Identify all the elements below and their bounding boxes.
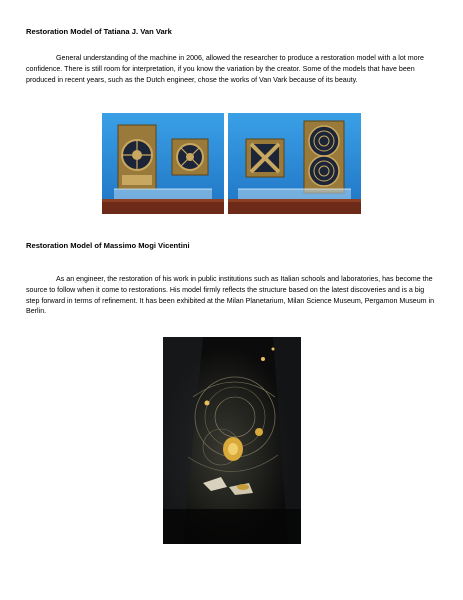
model-photo-left: [102, 113, 224, 214]
exhibit-photo: [163, 337, 301, 544]
exhibit-photo-image: [163, 337, 301, 544]
section-heading-van-vark: Restoration Model of Tatiana J. Van Vark: [26, 27, 172, 36]
model-photo-right: [228, 113, 361, 214]
paragraph-vicentini: As an engineer, the restoration of his work in public institutions such as Italian schools and laboratories, has become the source to follow when it come to restorations. His model firmly reflects the structure based on the latest discoveries and is a big step forward in terms of refinement. It has been exhibited at the Milan Planetarium, Milan Science Museum, Pergamon Museum in Berlin.: [26, 275, 435, 316]
model-photo-right-image: [228, 113, 361, 214]
model-photo-left-image: [102, 113, 224, 214]
paragraph-van-vark: General understanding of the machine in 2006, allowed the researcher to produce a restoration model with a lot more confidence. There is still room for interpretation, if you know the variation by the creator. Some of the models that have been produced in recent years, such as the Dutch engineer, chose the works of Van Vark because of its beauty.: [26, 54, 424, 84]
section-heading-vicentini: Restoration Model of Massimo Mogi Vicentini: [26, 241, 190, 250]
